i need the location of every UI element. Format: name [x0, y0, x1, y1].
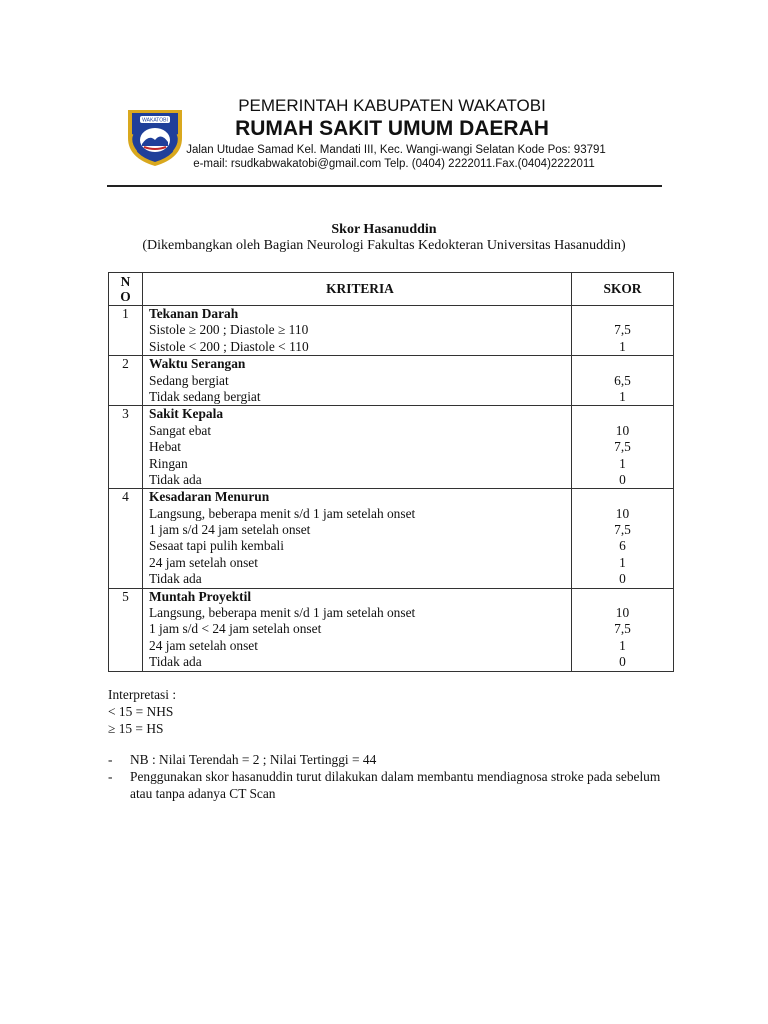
row-number: 4 — [122, 489, 129, 505]
hospital-contact: e-mail: rsudkabwakatobi@gmail.com Telp. (0404) 2222011.Fax.(0404)2222011 — [193, 158, 595, 170]
note-text: Penggunakan skor hasanuddin turut dilakukan dalam membantu mendiagnosa stroke pada sebelum atau tanpa adanya CT Scan — [130, 769, 661, 801]
criterion-label: Sedang bergiat — [149, 372, 229, 388]
criterion-label: Langsung, beberapa menit s/d 1 jam setelah onset — [149, 605, 416, 621]
notes-list — [108, 751, 668, 802]
criterion-label: Tidak ada — [149, 471, 202, 487]
header-no-line2: O — [120, 289, 131, 304]
criterion-label: Hebat — [149, 439, 181, 455]
interpretation-line: < 15 = NHS — [108, 704, 174, 719]
table-row — [109, 406, 674, 489]
score-value: 6 — [619, 538, 626, 554]
score-value: 7,5 — [614, 621, 631, 637]
criterion-label: Tidak ada — [149, 571, 202, 587]
criterion-label: Sistole < 200 ; Diastole < 110 — [149, 338, 309, 354]
criterion-label: Tidak ada — [149, 654, 202, 670]
score-value: 0 — [619, 654, 626, 670]
score-value: 1 — [619, 554, 626, 570]
criterion-label: 24 jam setelah onset — [149, 554, 258, 570]
category-label: Tekanan Darah — [149, 306, 239, 321]
score-value: 7,5 — [614, 522, 631, 538]
header-kriteria: KRITERIA — [143, 273, 572, 306]
header-divider — [107, 185, 662, 187]
score-value: 1 — [619, 388, 626, 404]
score-value: 7,5 — [614, 322, 631, 338]
table-row — [109, 489, 674, 588]
criterion-label: 1 jam s/d 24 jam setelah onset — [149, 522, 311, 538]
document-subtitle: (Dikembangkan oleh Bagian Neurologi Fakultas Kedokteran Universitas Hasanuddin) — [142, 238, 626, 253]
table-row — [109, 588, 674, 671]
score-value: 6,5 — [614, 372, 631, 388]
document-title: Skor Hasanuddin — [331, 222, 437, 237]
interpretation-block — [108, 686, 176, 737]
criterion-label: Sesaat tapi pulih kembali — [149, 538, 284, 554]
score-value: 10 — [615, 605, 630, 621]
note-item — [108, 768, 668, 802]
score-value: 0 — [619, 571, 626, 587]
note-text: NB : Nilai Terendah = 2 ; Nilai Tertinggi = 44 — [130, 752, 377, 767]
score-value: 1 — [619, 637, 626, 653]
hospital-name: RUMAH SAKIT UMUM DAERAH — [235, 117, 549, 140]
note-dash: - — [108, 769, 113, 784]
criterion-label: Ringan — [149, 455, 188, 471]
score-value: 7,5 — [614, 439, 631, 455]
category-label: Muntah Proyektil — [149, 588, 252, 604]
score-value: 10 — [615, 422, 630, 438]
logo-text: WAKATOBI — [142, 117, 168, 124]
score-value: 10 — [615, 505, 630, 521]
row-number: 2 — [122, 356, 129, 372]
score-value: 1 — [619, 338, 626, 354]
government-name: PEMERINTAH KABUPATEN WAKATOBI — [238, 96, 546, 115]
row-number: 1 — [122, 306, 129, 321]
category-label: Kesadaran Menurun — [149, 489, 270, 505]
criterion-label: Sistole ≥ 200 ; Diastole ≥ 110 — [149, 322, 309, 338]
score-value: 0 — [619, 471, 626, 487]
criterion-label: Langsung, beberapa menit s/d 1 jam setelah onset — [149, 505, 416, 521]
table-header-row — [109, 273, 674, 306]
table-row — [109, 356, 674, 406]
table-row — [109, 306, 674, 356]
criterion-label: 1 jam s/d < 24 jam setelah onset — [149, 621, 322, 637]
note-item — [108, 751, 668, 768]
category-label: Waktu Serangan — [149, 356, 246, 372]
criteria-table — [108, 272, 674, 672]
row-number: 3 — [122, 406, 129, 422]
header-no-line1: N — [120, 274, 131, 289]
criterion-label: Tidak sedang bergiat — [149, 388, 261, 404]
header-skor: SKOR — [572, 273, 674, 306]
row-number: 5 — [122, 588, 129, 604]
criterion-label: Sangat ebat — [149, 422, 212, 438]
interpretation-heading: Interpretasi : — [108, 687, 177, 702]
hospital-address: Jalan Utudae Samad Kel. Mandati III, Kec. Wangi-wangi Selatan Kode Pos: 93791 — [186, 144, 606, 156]
criterion-label: 24 jam setelah onset — [149, 637, 258, 653]
category-label: Sakit Kepala — [149, 406, 224, 422]
note-dash: - — [108, 752, 113, 767]
score-value: 1 — [619, 455, 626, 471]
header-no — [109, 273, 143, 306]
interpretation-line: ≥ 15 = HS — [108, 721, 164, 736]
